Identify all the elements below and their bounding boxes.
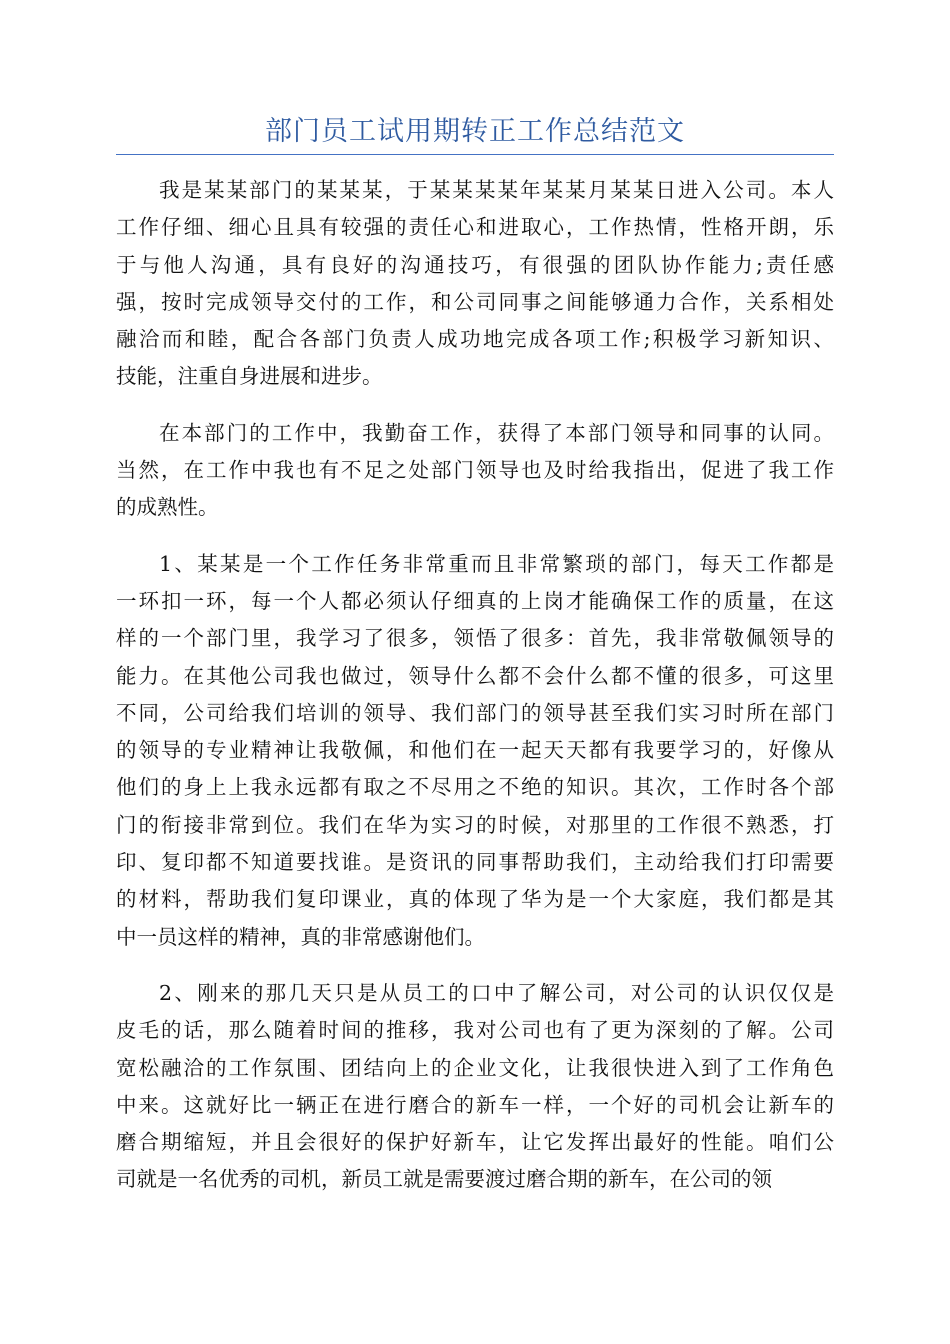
paragraph-line: 一环扣一环，每一个人都必须认仔细真的上岗才能确保工作的质量，在这 <box>116 588 834 613</box>
paragraph-line: 宽松融洽的工作氛围、团结向上的企业文化，让我很快进入到了工作角色 <box>116 1055 834 1080</box>
paragraph-line: 门的衔接非常到位。我们在华为实习的时候，对那里的工作很不熟悉，打 <box>116 812 834 837</box>
paragraph-line: 的领导的专业精神让我敬佩，和他们在一起天天都有我要学习的，好像从 <box>116 738 834 763</box>
paragraph-line: 中来。这就好比一辆正在进行磨合的新车一样，一个好的司机会让新车的 <box>116 1092 834 1117</box>
paragraph-line: 工作仔细、细心且具有较强的责任心和进取心，工作热情，性格开朗，乐 <box>116 215 834 240</box>
paragraph-line: 当然，在工作中我也有不足之处部门领导也及时给我指出，促进了我工作 <box>116 458 834 483</box>
paragraph-line: 我是某某部门的某某某，于某某某某年某某月某某日进入公司。本人 <box>159 178 834 202</box>
document-body <box>116 172 834 1218</box>
paragraph-line: 的材料，帮助我们复印课业，真的体现了华为是一个大家庭，我们都是其 <box>116 887 834 912</box>
paragraph <box>116 546 834 956</box>
paragraph-line: 磨合期缩短，并且会很好的保护好新车，让它发挥出最好的性能。咱们公 <box>116 1130 834 1155</box>
paragraph-line: 2、刚来的那几天只是从员工的口中了解公司，对公司的认识仅仅是 <box>159 980 834 1005</box>
paragraph-line: 1、某某是一个工作任务非常重而且非常繁琐的部门，每天工作都是 <box>159 551 834 576</box>
paragraph-line: 在本部门的工作中，我勤奋工作，获得了本部门领导和同事的认同。 <box>159 420 834 445</box>
paragraph-line: 不同，公司给我们培训的领导、我们部门的领导甚至我们实习时所在部门 <box>116 700 834 725</box>
paragraph-line: 技能，注重自身进展和进步。 <box>116 364 383 389</box>
paragraph-line: 能力。在其他公司我也做过，领导什么都不会什么都不懂的很多，可这里 <box>116 663 834 688</box>
paragraph <box>116 172 834 396</box>
paragraph <box>116 975 834 1199</box>
paragraph-line: 他们的身上上我永远都有取之不尽用之不绝的知识。其次，工作时各个部 <box>116 775 834 800</box>
paragraph <box>116 415 834 527</box>
paragraph-line: 于与他人沟通，具有良好的沟通技巧，有很强的团队协作能力;责任感 <box>116 252 834 277</box>
paragraph-line: 融洽而和睦，配合各部门负责人成功地完成各项工作;积极学习新知识、 <box>116 327 834 352</box>
paragraph-line: 印、复印都不知道要找谁。是资讯的同事帮助我们，主动给我们打印需要 <box>116 850 834 875</box>
paragraph-line: 的成熟性。 <box>116 495 219 520</box>
paragraph-line: 样的一个部门里，我学习了很多，领悟了很多：首先，我非常敬佩领导的 <box>116 626 834 651</box>
paragraph-line: 司就是一名优秀的司机，新员工就是需要渡过磨合期的新车，在公司的领 <box>116 1167 772 1192</box>
title-underline <box>116 154 834 155</box>
paragraph-line: 皮毛的话，那么随着时间的推移，我对公司也有了更为深刻的了解。公司 <box>116 1018 834 1043</box>
document-title: 部门员工试用期转正工作总结范文 <box>265 116 685 147</box>
paragraph-line: 中一员这样的精神，真的非常感谢他们。 <box>116 924 485 949</box>
paragraph-line: 强，按时完成领导交付的工作，和公司同事之间能够通力合作，关系相处 <box>116 289 834 314</box>
